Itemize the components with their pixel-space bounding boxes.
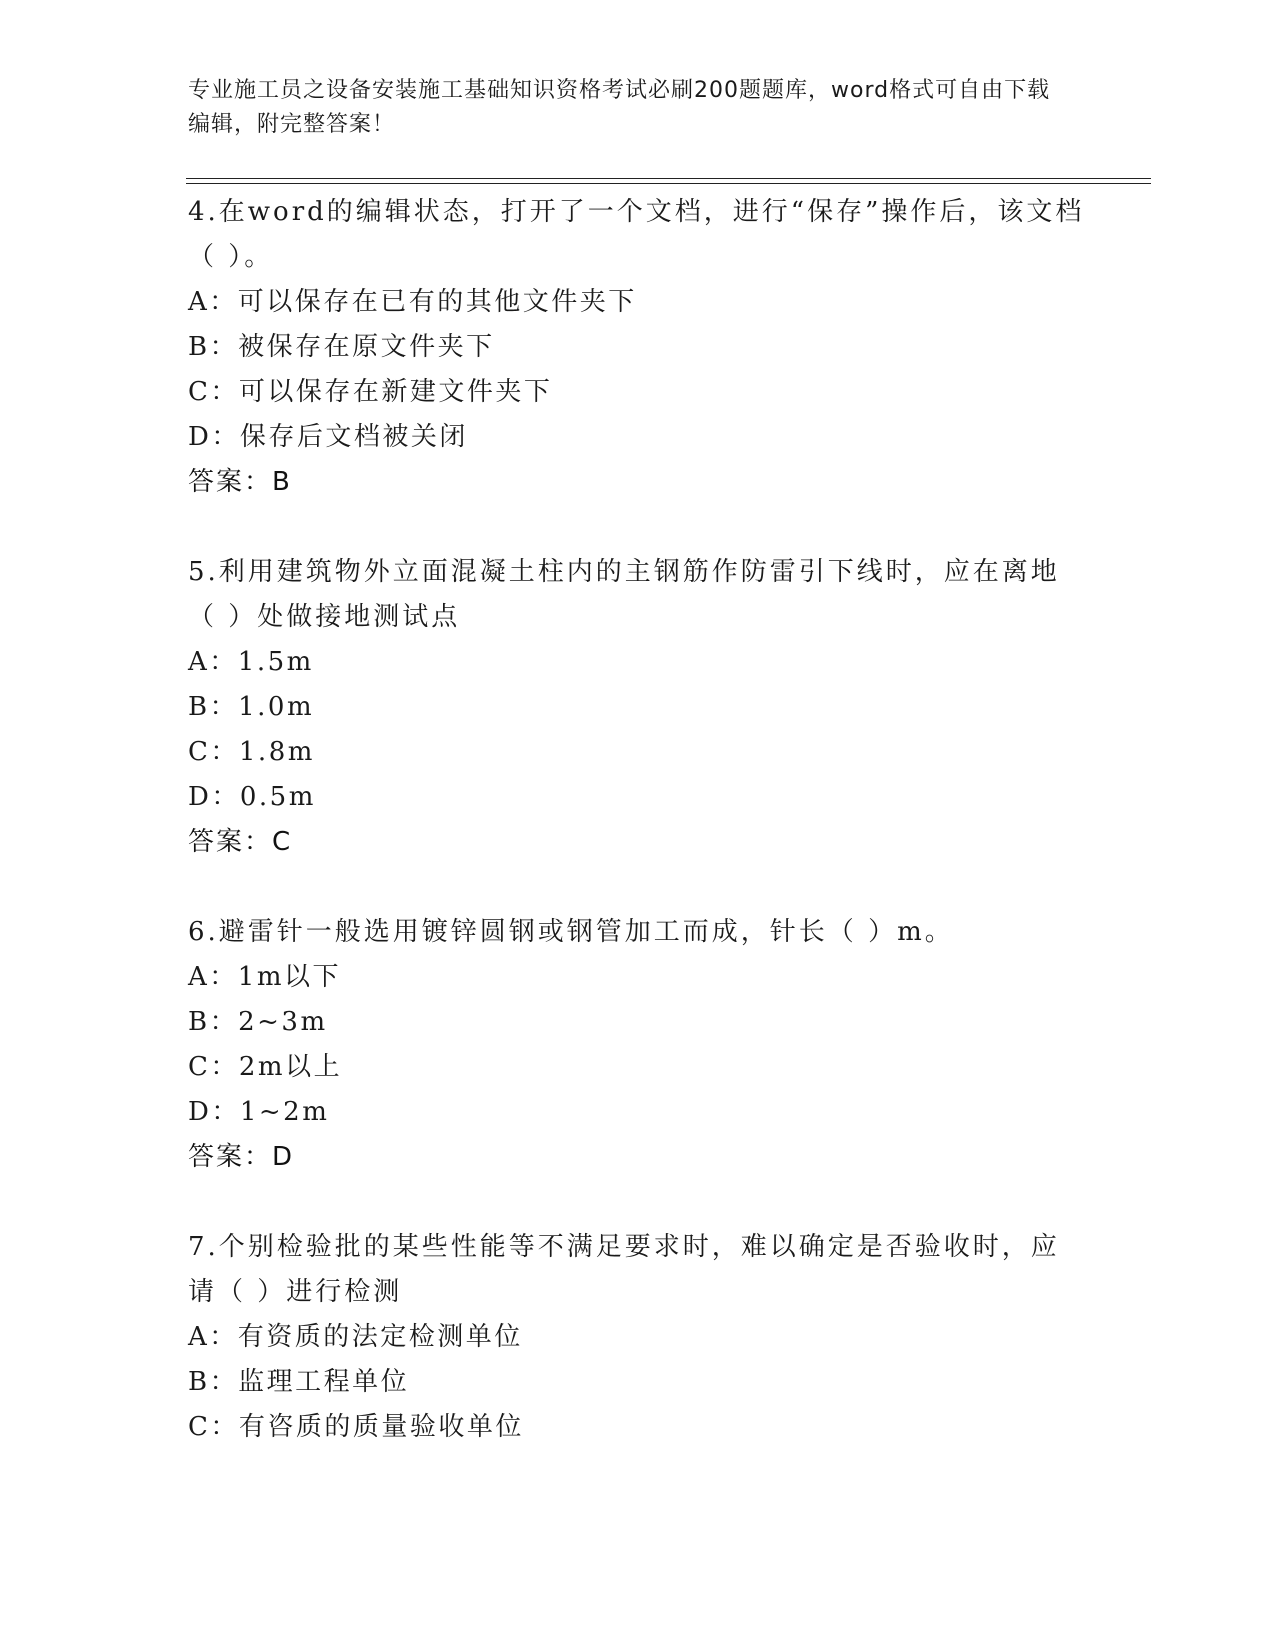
option-a: A：1.5m [188, 647, 314, 677]
answer-label: 答案：D [188, 1142, 295, 1172]
option-d: D：1~2m [188, 1097, 330, 1127]
option-b: B：被保存在原文件夹下 [188, 332, 495, 362]
question-4 [188, 190, 1088, 505]
question-stem: 6.避雷针一般选用镀锌圆钢或钢管加工而成，针长（ ）m。 [188, 917, 954, 947]
header-rule-top [186, 178, 1151, 179]
option-d: D：保存后文档被关闭 [188, 422, 468, 452]
option-a: A：可以保存在已有的其他文件夹下 [188, 287, 637, 317]
question-5 [188, 550, 1088, 865]
header-rule-bottom [186, 183, 1151, 184]
option-c: C：1.8m [188, 737, 315, 767]
question-stem: 5.利用建筑物外立面混凝土柱内的主钢筋作防雷引下线时，应在离地（ ）处做接地测试点 [188, 557, 1060, 632]
document-header: 专业施工员之设备安装施工基础知识资格考试必刷200题题库，word格式可自由下载编辑，附完整答案！ [188, 78, 1051, 137]
spacer [188, 505, 1088, 550]
option-a: A：有资质的法定检测单位 [188, 1322, 523, 1352]
answer-label: 答案：C [188, 827, 293, 857]
question-7 [188, 1225, 1088, 1450]
option-a: A：1m以下 [188, 962, 341, 992]
question-list [188, 190, 1088, 1450]
option-c: C：2m以上 [188, 1052, 343, 1082]
option-b: B：1.0m [188, 692, 315, 722]
question-stem: 7.个别检验批的某些性能等不满足要求时，难以确定是否验收时，应请（ ）进行检测 [188, 1232, 1060, 1307]
option-b: B：2~3m [188, 1007, 328, 1037]
question-6 [188, 910, 1088, 1180]
option-b: B：监理工程单位 [188, 1367, 410, 1397]
option-c: C：可以保存在新建文件夹下 [188, 377, 553, 407]
option-d: D：0.5m [188, 782, 316, 812]
answer-label: 答案：B [188, 467, 292, 497]
option-c: C：有咨质的质量验收单位 [188, 1412, 524, 1442]
spacer [188, 1180, 1088, 1225]
question-stem: 4.在word的编辑状态，打开了一个文档，进行“保存”操作后，该文档（ ）。 [188, 197, 1085, 272]
spacer [188, 865, 1088, 910]
